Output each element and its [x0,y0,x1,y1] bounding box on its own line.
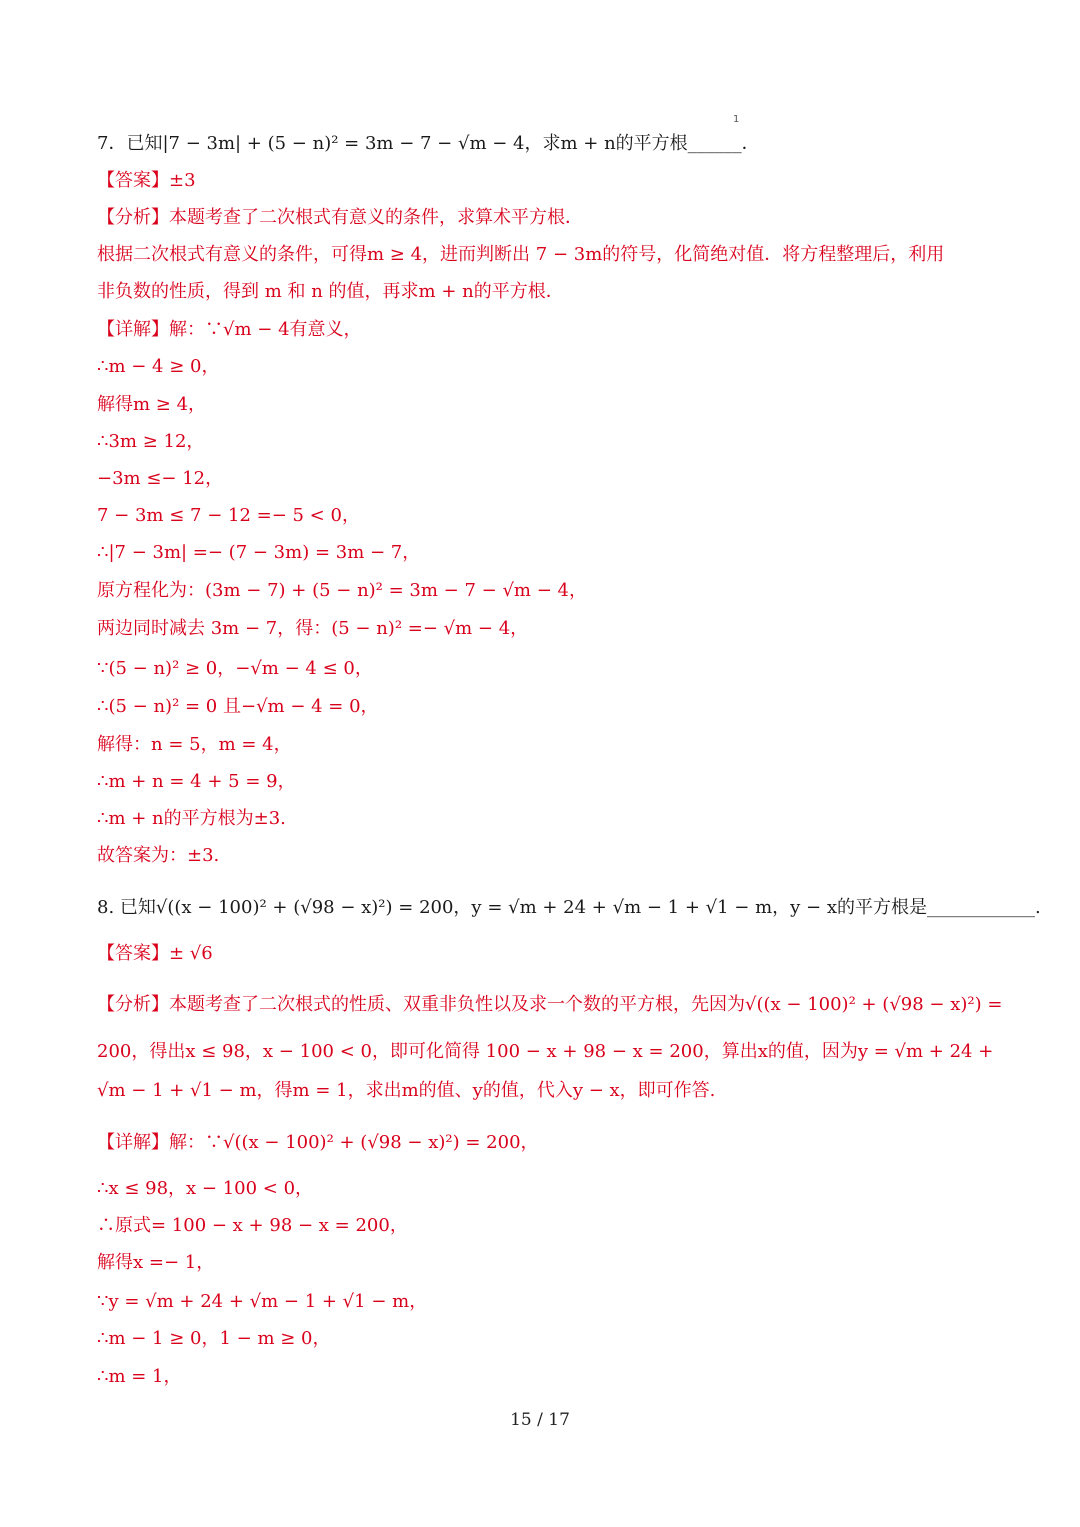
q7-final-answer: 故答案为：±3. [97,845,220,866]
q7-analysis-line: 根据二次根式有意义的条件，可得m ≥ 4，进而判断出 7 − 3m的符号，化简绝对值．将方程整理后，利用 [97,244,945,265]
q7-step: 解得：n = 5，m = 4， [97,734,292,755]
q8-answer: 【答案】± √6 [97,943,213,964]
q7-step: 原方程化为：(3m − 7) + (5 − n)² = 3m − 7 − √m − 4， [97,580,587,601]
q8-step: ∴m − 1 ≥ 0，1 − m ≥ 0， [97,1328,331,1349]
q8-step: 解得x =− 1， [97,1252,215,1273]
q7-step: ∴(5 − n)² = 0 且−√m − 4 = 0， [97,696,379,717]
q7-step: ∴m + n的平方根为±3. [97,808,286,829]
q8-solution: 【详解】解：∵√((x − 100)² + (√98 − x)²) = 200， [97,1132,539,1153]
q8-step: ∴m = 1， [97,1366,182,1387]
q7-step: 7 − 3m ≤ 7 − 12 =− 5 < 0， [97,505,360,526]
q7-solution: 【详解】解：∵√m − 4有意义， [97,319,362,340]
q8-analysis-line: 200，得出x ≤ 98，x − 100 < 0，即可化简得 100 − x + 98 − x = 200，算出x的值，因为y = √m + 24 + [97,1041,994,1062]
q8-step: ∵y = √m + 24 + √m − 1 + √1 − m， [97,1291,428,1312]
q7-step: ∴|7 − 3m| =− (7 − 3m) = 3m − 7， [97,542,421,563]
header-mark: 1 [733,114,740,125]
q7-step: ∵(5 − n)² ≥ 0，−√m − 4 ≤ 0， [97,658,373,679]
q7-step: ∴m − 4 ≥ 0， [97,356,220,377]
q7-step: −3m ≤− 12， [97,468,224,489]
q7-step: 解得m ≥ 4， [97,394,207,415]
q7-step: 两边同时减去 3m − 7，得：(5 − n)² =− √m − 4， [97,618,529,639]
q8-analysis: 【分析】本题考查了二次根式的性质、双重非负性以及求一个数的平方根，先因为√((x − 100)² + (√98 − x)²) = [97,994,1003,1015]
q7-analysis-line: 非负数的性质，得到 m 和 n 的值，再求m + n的平方根． [97,281,564,302]
q7-analysis: 【分析】本题考查了二次根式有意义的条件，求算术平方根． [97,207,583,228]
q7-answer: 【答案】±3 [97,170,196,191]
q8-step: ∴x ≤ 98，x − 100 < 0， [97,1178,314,1199]
q7-question: 7．已知|7 − 3m| + (5 − n)² = 3m − 7 − √m − 4，求m + n的平方根______． [97,133,760,154]
q8-analysis-line: √m − 1 + √1 − m，得m = 1，求出m的值、y的值，代入y − x，即可作答. [97,1080,716,1101]
page-number: 15 / 17 [510,1410,570,1430]
q7-step: ∴m + n = 4 + 5 = 9， [97,771,296,792]
q7-step: ∴3m ≥ 12， [97,431,205,452]
q8-step: ∴原式= 100 − x + 98 − x = 200， [97,1215,408,1236]
q8-question: 8. 已知√((x − 100)² + (√98 − x)²) = 200，y = √m + 24 + √m − 1 + √1 − m，y − x的平方根是____________. [97,897,1041,918]
